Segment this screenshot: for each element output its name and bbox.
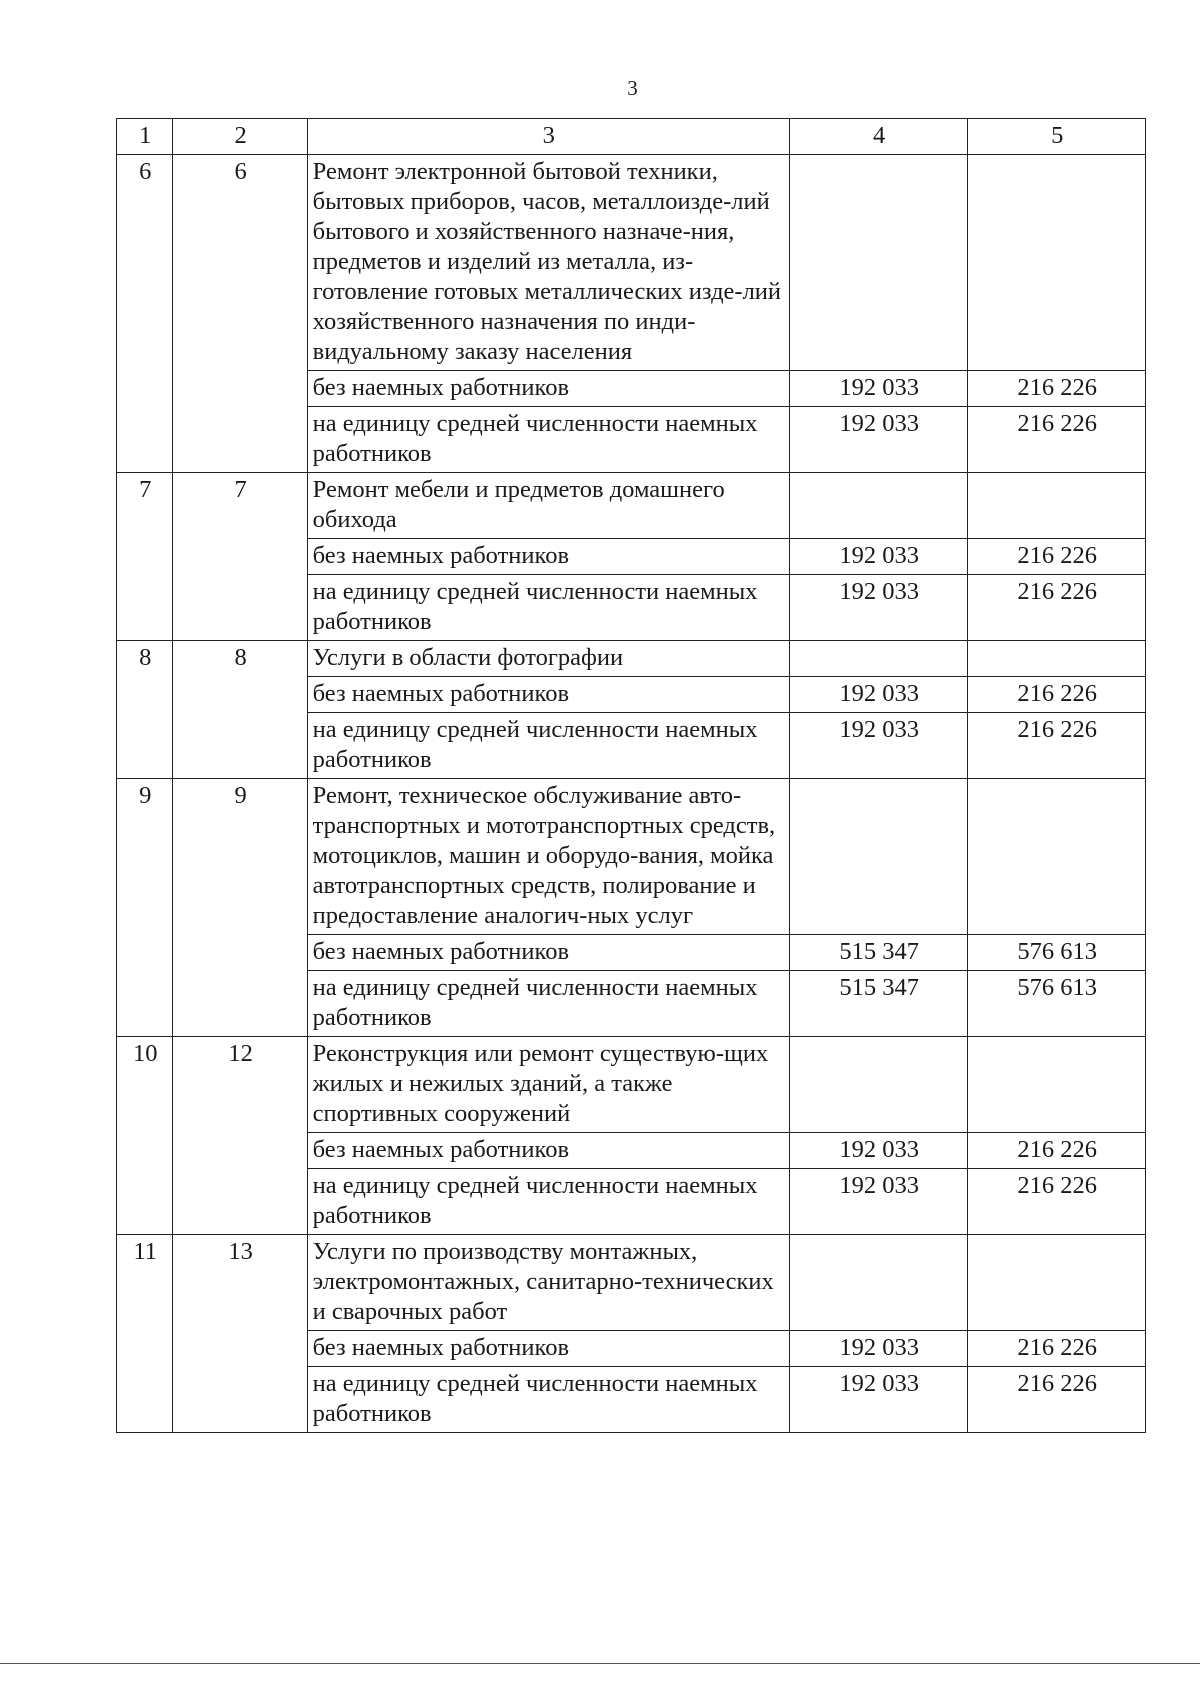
value-col-5: 216 226: [968, 539, 1146, 575]
value-col-5: 216 226: [968, 1367, 1146, 1433]
table-row-group-title: [117, 779, 1146, 935]
row-number: 7: [117, 473, 173, 641]
row-code: 12: [173, 1037, 307, 1235]
services-table: [116, 118, 1146, 1433]
row-code: 6: [173, 155, 307, 473]
table-body: [117, 119, 1146, 1433]
sub-row-label: без наемных работников: [307, 677, 789, 713]
header-col-2: 2: [173, 119, 307, 155]
value-col-5: 216 226: [968, 713, 1146, 779]
sub-row-label: на единицу средней численности наемных работников: [307, 407, 789, 473]
row-number: 6: [117, 155, 173, 473]
empty-cell: [789, 473, 968, 539]
service-title: Ремонт электронной бытовой техники, бытовых приборов, часов, металлоизде-лий бытового и хозяйственного назначе-ния, предметов и изделий из металла, из-готовление готовых металлических изде-лий хозяйственного назначения по инди-видуальному заказу населения: [307, 155, 789, 371]
sub-row-label: на единицу средней численности наемных работников: [307, 1367, 789, 1433]
value-col-4: 192 033: [789, 1169, 968, 1235]
empty-cell: [968, 1037, 1146, 1133]
service-title: Реконструкция или ремонт существую-щих жилых и нежилых зданий, а также спортивных сооружений: [307, 1037, 789, 1133]
row-code: 13: [173, 1235, 307, 1433]
sub-row-label: на единицу средней численности наемных работников: [307, 713, 789, 779]
empty-cell: [789, 641, 968, 677]
empty-cell: [789, 1235, 968, 1331]
table-row-group-title: [117, 1037, 1146, 1133]
value-col-4: 192 033: [789, 575, 968, 641]
header-col-1: 1: [117, 119, 173, 155]
sub-row-label: на единицу средней численности наемных работников: [307, 575, 789, 641]
row-number: 11: [117, 1235, 173, 1433]
value-col-4: 192 033: [789, 1133, 968, 1169]
sub-row-label: без наемных работников: [307, 1331, 789, 1367]
value-col-5: 216 226: [968, 371, 1146, 407]
page-number: 3: [627, 76, 638, 100]
value-col-5: 216 226: [968, 1133, 1146, 1169]
value-col-4: 515 347: [789, 971, 968, 1037]
value-col-5: 216 226: [968, 1169, 1146, 1235]
value-col-4: 192 033: [789, 407, 968, 473]
sub-row-label: на единицу средней численности наемных работников: [307, 971, 789, 1037]
value-col-4: 515 347: [789, 935, 968, 971]
service-title: Услуги по производству монтажных, электромонтажных, санитарно-технических и сварочных работ: [307, 1235, 789, 1331]
row-number: 10: [117, 1037, 173, 1235]
empty-cell: [789, 155, 968, 371]
sub-row-label: без наемных работников: [307, 371, 789, 407]
header-row: [117, 119, 1146, 155]
value-col-4: 192 033: [789, 371, 968, 407]
empty-cell: [968, 779, 1146, 935]
empty-cell: [968, 641, 1146, 677]
value-col-4: 192 033: [789, 713, 968, 779]
empty-cell: [968, 1235, 1146, 1331]
row-number: 9: [117, 779, 173, 1037]
row-number: 8: [117, 641, 173, 779]
value-col-4: 192 033: [789, 1331, 968, 1367]
header-col-5: 5: [968, 119, 1146, 155]
table-row-group-title: [117, 641, 1146, 677]
empty-cell: [789, 1037, 968, 1133]
value-col-4: 192 033: [789, 677, 968, 713]
sub-row-label: без наемных работников: [307, 539, 789, 575]
sub-row-label: без наемных работников: [307, 935, 789, 971]
empty-cell: [789, 779, 968, 935]
empty-cell: [968, 155, 1146, 371]
footer-divider: [0, 1663, 1200, 1664]
row-code: 8: [173, 641, 307, 779]
value-col-4: 192 033: [789, 1367, 968, 1433]
service-title: Услуги в области фотографии: [307, 641, 789, 677]
header-col-4: 4: [789, 119, 968, 155]
value-col-5: 216 226: [968, 1331, 1146, 1367]
table-row-group-title: [117, 473, 1146, 539]
value-col-4: 192 033: [789, 539, 968, 575]
value-col-5: 576 613: [968, 971, 1146, 1037]
value-col-5: 216 226: [968, 407, 1146, 473]
service-title: Ремонт, техническое обслуживание авто-транспортных и мототранспортных средств, мотоциклов, машин и оборудо-вания, мойка автотранспортных средств, полирование и предоставление аналогич-ных услуг: [307, 779, 789, 935]
value-col-5: 216 226: [968, 677, 1146, 713]
service-title: Ремонт мебели и предметов домашнего обихода: [307, 473, 789, 539]
sub-row-label: на единицу средней численности наемных работников: [307, 1169, 789, 1235]
row-code: 7: [173, 473, 307, 641]
table-row-group-title: [117, 1235, 1146, 1331]
table-row-group-title: [117, 155, 1146, 371]
value-col-5: 576 613: [968, 935, 1146, 971]
header-col-3: 3: [307, 119, 789, 155]
value-col-5: 216 226: [968, 575, 1146, 641]
row-code: 9: [173, 779, 307, 1037]
sub-row-label: без наемных работников: [307, 1133, 789, 1169]
empty-cell: [968, 473, 1146, 539]
